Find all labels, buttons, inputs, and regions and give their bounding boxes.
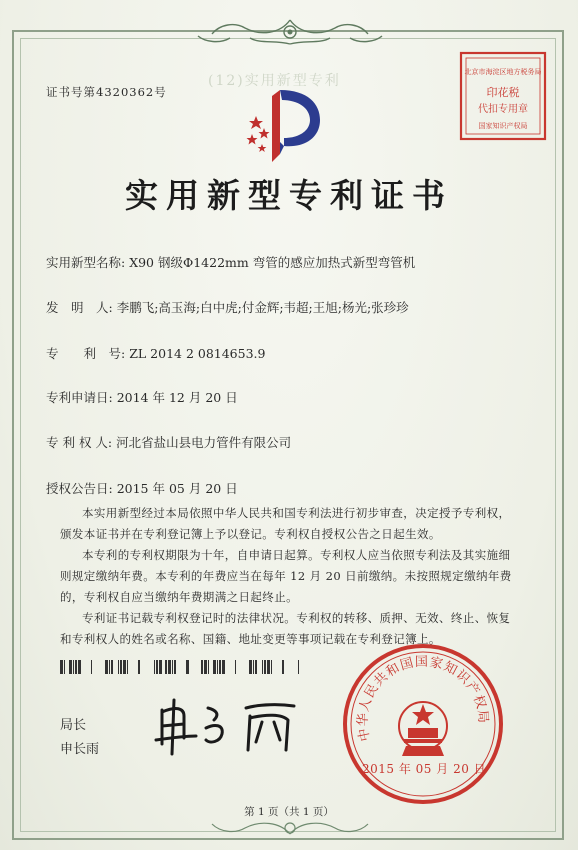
barcode-bar	[64, 660, 65, 674]
barcode-bar	[165, 660, 167, 674]
barcode	[60, 660, 300, 674]
seal-date: 2015 年 05 月 20 日	[362, 762, 487, 776]
utility-model-name-label: 实用新型名称:	[46, 255, 126, 270]
filing-date-label: 专利申请日:	[46, 390, 113, 405]
barcode-bar	[253, 660, 254, 674]
body-paragraph-1: 本实用新型经过本局依照中华人民共和国专利法进行初步审查，决定授予专利权，颁发本证书并在专利登记簿上予以登记。专利权自授权公告之日起生效。	[60, 506, 511, 541]
patentee-value: 河北省盐山县电力管件有限公司	[116, 435, 292, 450]
barcode-bar	[127, 660, 128, 674]
inventor-row	[46, 298, 409, 316]
signer-name: 申长雨	[60, 742, 100, 757]
certificate-title: 实用新型专利证书	[125, 176, 453, 215]
barcode-bar	[138, 660, 140, 674]
barcode-bar	[159, 660, 162, 674]
inventor-value: 李鹏飞;高玉海;白中虎;付金辉;韦超;王旭;杨光;张珍珍	[116, 300, 409, 315]
tax-stamp-line2: 代扣专用章	[478, 104, 528, 115]
filing-date-value: 2014 年 12 月 20 日	[116, 390, 238, 405]
patentee-row	[46, 433, 291, 451]
barcode-bar	[75, 660, 77, 674]
barcode-bar	[174, 660, 176, 674]
utility-model-name-value: X90 钢级Φ1422mm 弯管的感应加热式新型弯管机	[129, 255, 416, 270]
utility-model-name-row	[46, 253, 415, 271]
filing-date-row	[46, 388, 238, 406]
barcode-bar	[264, 660, 266, 674]
barcode-bar	[154, 660, 155, 674]
tax-stamp-outer-text: 北京市海淀区地方税务局	[464, 68, 542, 76]
barcode-bar	[262, 660, 263, 674]
barcode-bar	[222, 660, 225, 674]
patent-number-value: ZL 2014 2 0814653.9	[129, 346, 266, 361]
barcode-bar	[186, 660, 189, 674]
seal-ring-text: 中华人民共和国国家知识产权局	[355, 654, 491, 743]
barcode-bar	[201, 660, 203, 674]
grant-date-value: 2015 年 05 月 20 日	[116, 481, 238, 496]
barcode-bar	[105, 660, 108, 674]
barcode-bar	[91, 660, 92, 674]
barcode-bar	[109, 660, 110, 674]
tax-stamp-bottom-text: 国家知识产权局	[478, 122, 528, 130]
barcode-bar	[213, 660, 216, 674]
tax-stamp-line1: 印花税	[486, 86, 520, 99]
certificate-body	[60, 503, 520, 650]
barcode-bar	[118, 660, 119, 674]
grant-date-label: 授权公告日:	[46, 481, 113, 496]
barcode-bar	[78, 660, 81, 674]
barcode-bar	[73, 660, 74, 674]
patent-number-label: 专 利 号:	[46, 346, 126, 361]
barcode-bar	[267, 660, 270, 674]
signer-title: 局长	[60, 718, 87, 733]
barcode-bar	[217, 660, 218, 674]
faint-header: (12)实用新型专利	[208, 73, 341, 89]
cnipa-logo-icon	[246, 84, 324, 168]
page-number: 第 1 页（共 1 页）	[244, 806, 334, 818]
tax-stamp-icon	[458, 50, 548, 142]
barcode-bar	[123, 660, 126, 674]
certificate-number: 证书号第4320362号	[46, 85, 167, 99]
barcode-bar	[249, 660, 252, 674]
patentee-label: 专 利 权 人:	[46, 435, 113, 450]
barcode-bar	[298, 660, 299, 674]
barcode-bar	[208, 660, 209, 674]
barcode-bar	[120, 660, 122, 674]
barcode-bar	[156, 660, 158, 674]
barcode-bar	[168, 660, 171, 674]
barcode-bar	[282, 660, 284, 674]
inventor-label: 发 明 人:	[46, 300, 113, 315]
grant-date-row	[46, 479, 238, 497]
patent-number-row	[46, 344, 265, 362]
barcode-bar	[204, 660, 207, 674]
top-ornament	[190, 14, 390, 50]
barcode-bar	[172, 660, 173, 674]
barcode-bar	[235, 660, 236, 674]
barcode-bar	[69, 660, 72, 674]
barcode-bar	[60, 660, 63, 674]
barcode-bar	[111, 660, 113, 674]
national-ip-office-seal-icon	[340, 640, 506, 808]
barcode-bar	[255, 660, 257, 674]
signature-icon	[150, 694, 310, 758]
barcode-bar	[271, 660, 272, 674]
body-paragraph-2: 本专利的专利权期限为十年，自申请日起算。专利权人应当依照专利法及其实施细则规定缴纳年费。本专利的年费应当在每年 12 月 20 日前缴纳。未按照规定缴纳年费的，专利权自应当缴纳年费期满之日起终止。	[60, 548, 512, 604]
body-paragraph-3: 专利证书记载专利权登记时的法律状况。专利权的转移、质押、无效、终止、恢复和专利权人的姓名或名称、国籍、地址变更等事项记载在专利登记簿上。	[60, 611, 511, 646]
barcode-bar	[219, 660, 221, 674]
